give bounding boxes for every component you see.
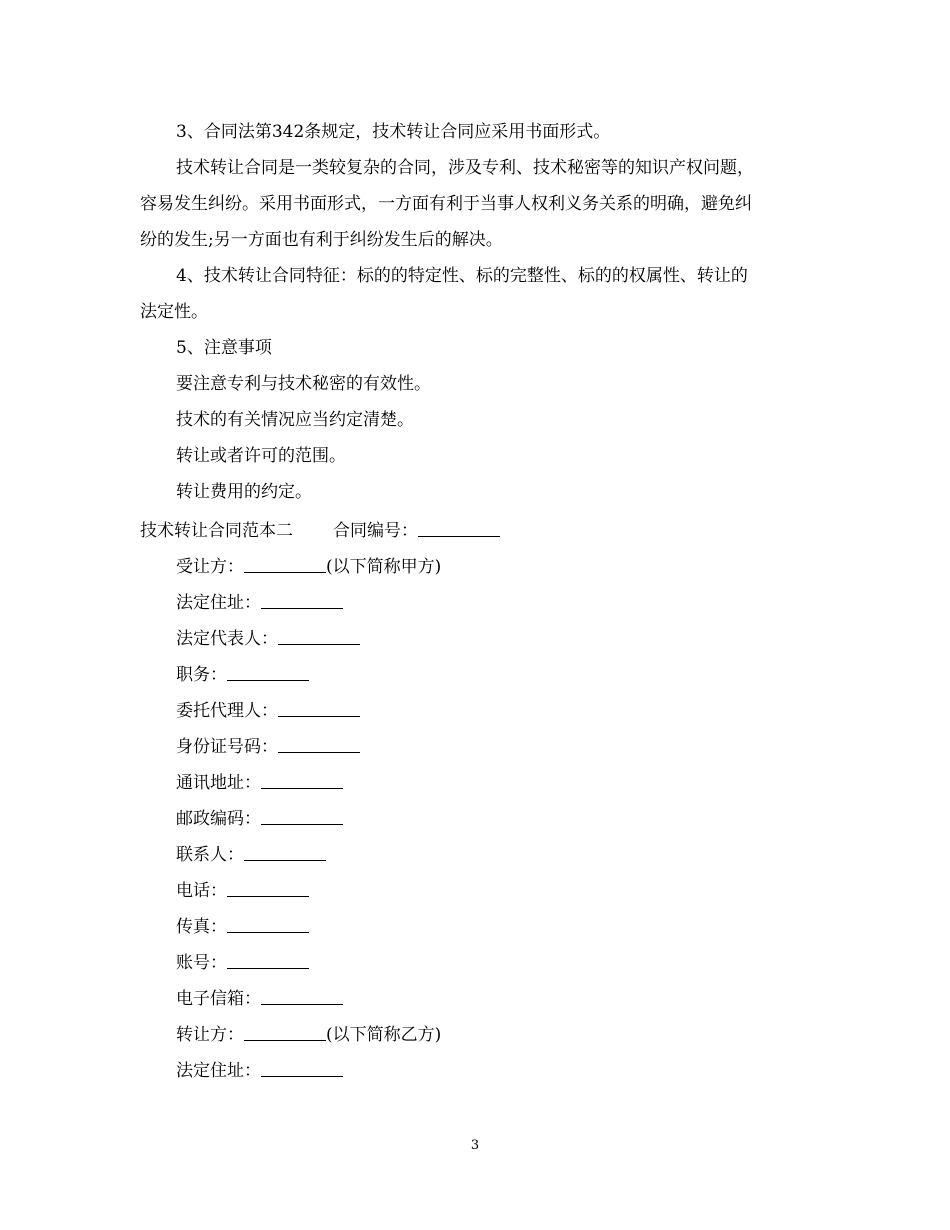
field-label: 通讯地址： <box>176 773 261 793</box>
field-address <box>176 591 343 615</box>
field-label: 受让方： <box>176 557 244 577</box>
field-address-2 <box>176 1059 343 1083</box>
note-item: 技术的有关情况应当约定清楚。 <box>176 410 414 430</box>
field-label: 传真： <box>176 917 227 937</box>
page-number: 3 <box>470 1138 480 1153</box>
field-blank <box>244 556 326 573</box>
field-label: 电子信箱： <box>176 989 261 1009</box>
field-blank <box>261 1060 343 1077</box>
field-account <box>176 951 309 975</box>
field-blank <box>227 664 309 681</box>
note-item: 要注意专利与技术秘密的有效性。 <box>176 374 431 394</box>
field-label: 电话： <box>176 881 227 901</box>
field-label: 身份证号码： <box>176 737 278 757</box>
field-blank <box>244 844 326 861</box>
field-position <box>176 663 309 687</box>
field-transferor <box>176 1023 441 1047</box>
field-label: 转让方： <box>176 1025 244 1045</box>
field-label: 邮政编码： <box>176 809 261 829</box>
field-suffix: (以下简称乙方) <box>326 1025 442 1045</box>
field-fax <box>176 915 309 939</box>
contract-title-row <box>140 519 500 543</box>
contract-number-label: 合同编号： <box>333 521 418 541</box>
field-email <box>176 987 343 1011</box>
field-blank <box>227 880 309 897</box>
field-suffix: (以下简称甲方) <box>326 557 442 577</box>
note-item: 转让费用的约定。 <box>176 482 312 502</box>
field-label: 委托代理人： <box>176 701 278 721</box>
contract-number-blank <box>418 520 500 537</box>
paragraph-text: 纷的发生;另一方面也有利于纠纷发生后的解决。 <box>140 230 503 250</box>
field-blank <box>261 808 343 825</box>
paragraph-3: 3、合同法第342条规定，技术转让合同应采用书面形式。 <box>176 122 611 142</box>
field-phone <box>176 879 309 903</box>
paragraph-text: 法定性。 <box>140 302 208 322</box>
field-blank <box>227 916 309 933</box>
field-blank <box>278 736 360 753</box>
field-blank <box>261 988 343 1005</box>
field-mail-address <box>176 771 343 795</box>
field-label: 法定代表人： <box>176 629 278 649</box>
field-label: 账号： <box>176 953 227 973</box>
field-label: 职务： <box>176 665 227 685</box>
field-agent <box>176 699 360 723</box>
paragraph-text: 容易发生纠纷。采用书面形式，一方面有利于当事人权利义务关系的明确，避免纠 <box>140 194 752 214</box>
field-legal-rep <box>176 627 360 651</box>
note-item: 转让或者许可的范围。 <box>176 446 346 466</box>
field-transferee <box>176 555 441 579</box>
paragraph-4: 4、技术转让合同特征：标的的特定性、标的完整性、标的的权属性、转让的 <box>176 266 748 286</box>
field-blank <box>278 700 360 717</box>
field-blank <box>244 1024 326 1041</box>
field-blank <box>278 628 360 645</box>
paragraph-5-heading: 5、注意事项 <box>176 338 272 358</box>
field-label: 联系人： <box>176 845 244 865</box>
field-contact <box>176 843 326 867</box>
field-label: 法定住址： <box>176 1061 261 1081</box>
field-blank <box>261 592 343 609</box>
field-blank <box>227 952 309 969</box>
field-label: 法定住址： <box>176 593 261 613</box>
field-id-no <box>176 735 360 759</box>
paragraph-text: 技术转让合同是一类较复杂的合同，涉及专利、技术秘密等的知识产权问题， <box>176 158 754 178</box>
field-blank <box>261 772 343 789</box>
contract-title: 技术转让合同范本二 <box>140 521 293 541</box>
field-postal-code <box>176 807 343 831</box>
